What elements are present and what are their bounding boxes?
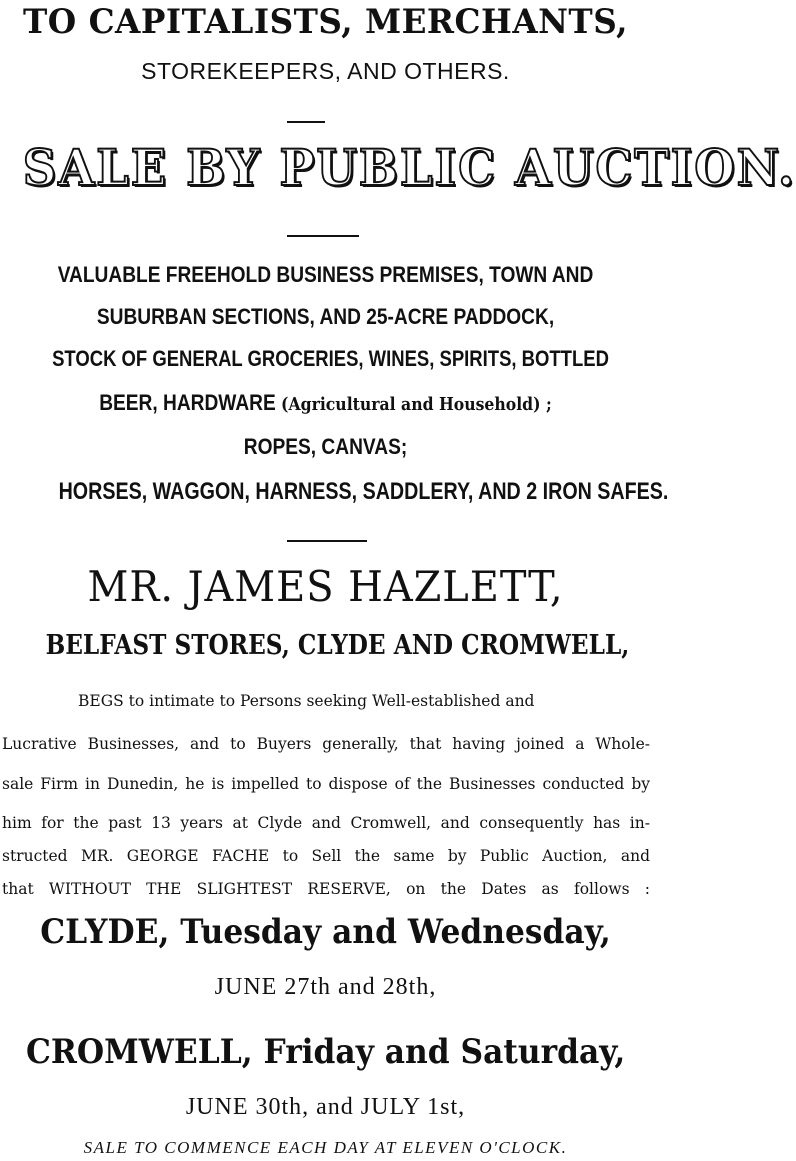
lot-line: STOCK OF GENERAL GROCERIES, WINES, SPIRITS, BOTTLED xyxy=(52,346,609,371)
body-text-line: sale Firm in Dunedin, he is impelled to dispose of the Businesses conducted by xyxy=(2,775,650,793)
sub-headline: STOREKEEPERS, AND OTHERS. xyxy=(141,58,510,84)
lot-line: VALUABLE FREEHOLD BUSINESS PREMISES, TOWN AND xyxy=(57,262,594,287)
sale-time-note: SALE TO COMMENCE EACH DAY AT ELEVEN O'CLOCK. xyxy=(83,1138,568,1157)
divider xyxy=(287,540,367,542)
clyde-dates: JUNE 27th and 28th, xyxy=(214,974,437,1000)
clyde-days: CLYDE, Tuesday and Wednesday, xyxy=(40,912,611,952)
lot-line-detail: (Agricultural and Household) ; xyxy=(281,394,552,415)
body-text-line: Lucrative Businesses, and to Buyers generally, that having joined a Whole- xyxy=(2,735,650,753)
lot-line: HORSES, WAGGON, HARNESS, SADDLERY, AND 2 IRON SAFES. xyxy=(58,478,669,505)
lot-line: SUBURBAN SECTIONS, AND 25-ACRE PADDOCK, xyxy=(96,304,555,329)
divider xyxy=(287,235,359,237)
seller-name: MR. JAMES HAZLETT, xyxy=(87,562,564,611)
body-text-line: BEGS to intimate to Persons seeking Well-established and xyxy=(78,692,535,710)
body-text-line: that WITHOUT THE SLIGHTEST RESERVE, on the Dates as follows : xyxy=(2,880,650,898)
lot-line: ROPES, CANVAS; xyxy=(243,434,408,459)
headline: TO CAPITALISTS, MERCHANTS, xyxy=(23,2,628,42)
cromwell-dates: JUNE 30th, and JULY 1st, xyxy=(185,1094,466,1120)
lot-line-main: BEER, HARDWARE xyxy=(99,390,276,415)
cromwell-days: CROMWELL, Friday and Saturday, xyxy=(26,1032,626,1072)
seller-stores: BELFAST STORES, CLYDE AND CROMWELL, xyxy=(45,630,630,661)
divider xyxy=(287,121,325,123)
lot-line xyxy=(42,390,608,416)
sale-title: SALE BY PUBLIC AUCTION. xyxy=(22,138,796,197)
body-text-line: structed MR. GEORGE FACHE to Sell the same by Public Auction, and xyxy=(2,847,650,865)
body-text-line: him for the past 13 years at Clyde and Cromwell, and consequently has in- xyxy=(2,814,650,832)
